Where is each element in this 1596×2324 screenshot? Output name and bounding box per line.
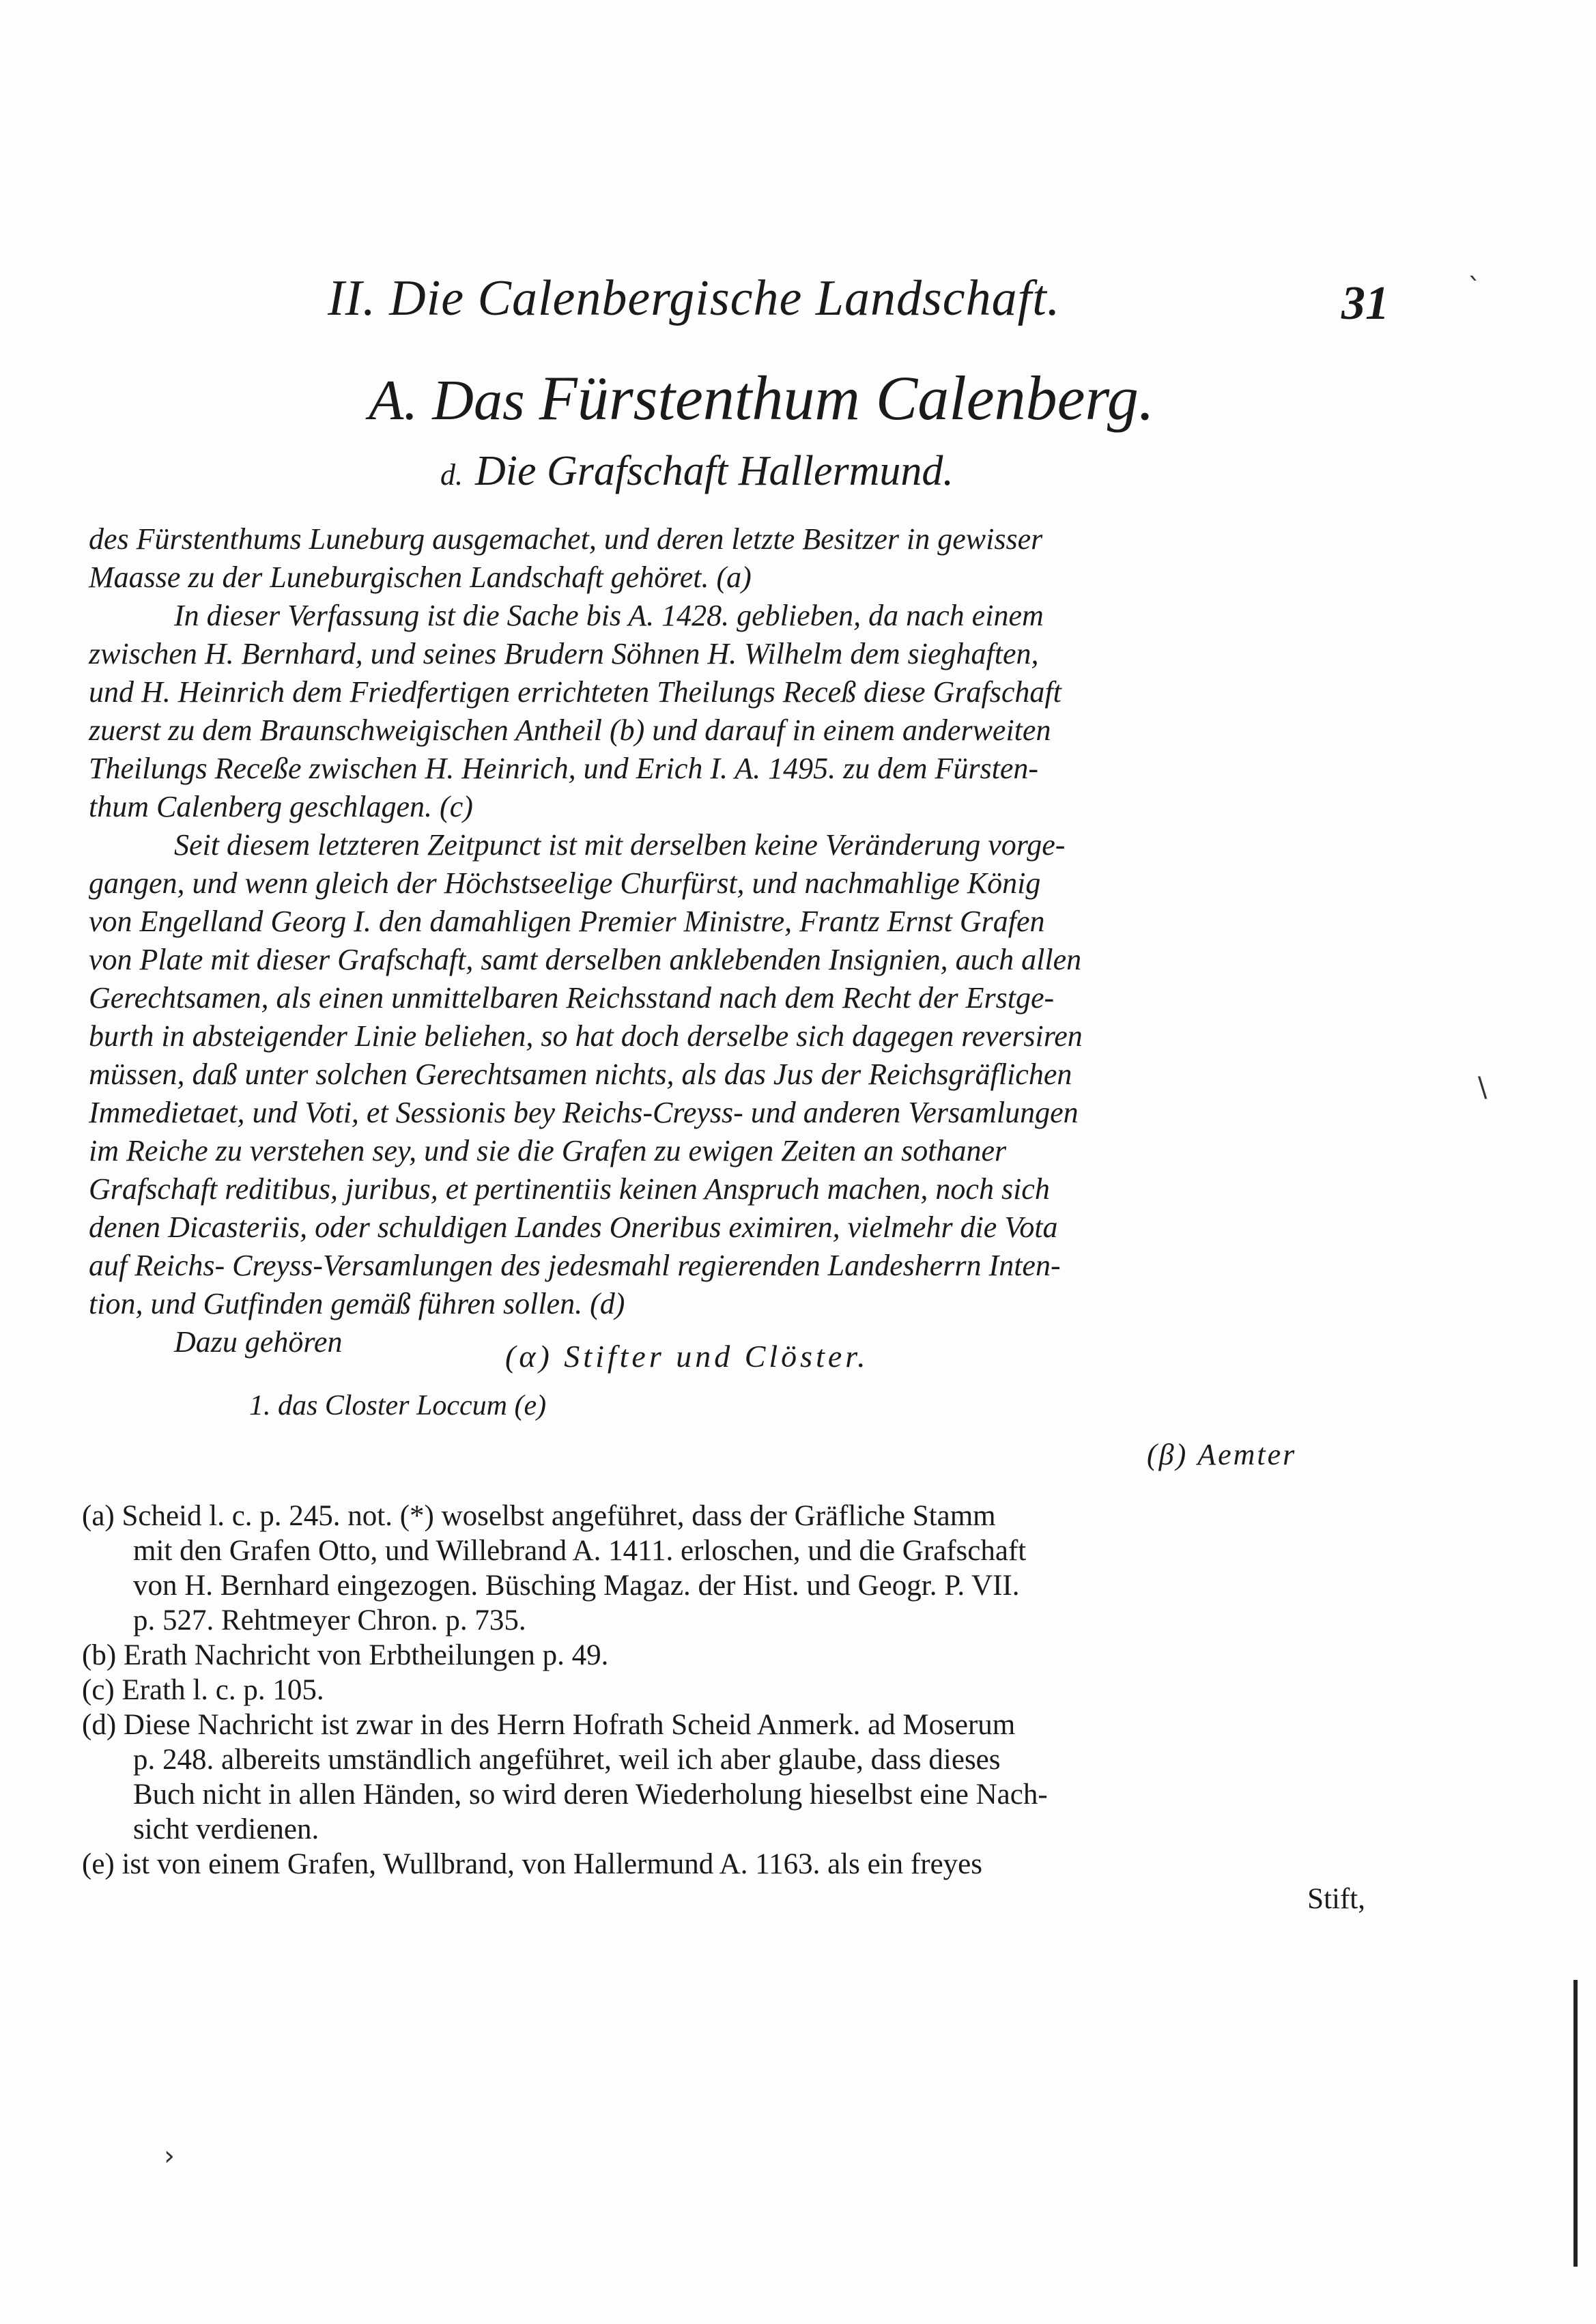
body-line: Maasse zu der Luneburgischen Landschaft gehöret. (a)	[89, 561, 752, 594]
footnote-line: (b) Erath Nachricht von Erbtheilungen p. 49.	[82, 1639, 609, 1671]
section-title	[369, 362, 1154, 434]
body-line: und H. Heinrich dem Friedfertigen errichteten Theilungs Receß diese Grafschaft	[89, 675, 1061, 709]
body-line: Immedietaet, und Voti, et Sessionis bey Reichs-Creyss- und anderen Versamlungen	[89, 1096, 1079, 1129]
body-line: von Engelland Georg I. den damahligen Premier Ministre, Frantz Ernst Grafen	[89, 905, 1045, 938]
footnotes	[82, 1499, 1379, 1916]
body-line: Theilungs Receße zwischen H. Heinrich, und Erich I. A. 1495. zu dem Fürsten-	[89, 752, 1039, 785]
footnote-line: (e) ist von einem Grafen, Wullbrand, von Hallermund A. 1163. als ein freyes	[82, 1848, 982, 1880]
running-head: II. Die Calenbergische Landschaft.	[328, 270, 1061, 326]
footnote-line: (d) Diese Nachricht ist zwar in des Herrn Hofrath Scheid Anmerk. ad Moserum	[82, 1709, 1016, 1741]
monastery-entry: 1. das Closter Loccum (e)	[249, 1390, 547, 1421]
footnote-a	[82, 1499, 1379, 1638]
body-line: Seit diesem letzteren Zeitpunct ist mit derselben keine Veränderung vorge-	[174, 828, 1066, 862]
footnote-b	[82, 1638, 1379, 1673]
body-line: denen Dicasteriis, oder schuldigen Landes Oneribus eximiren, vielmehr die Vota	[89, 1210, 1058, 1244]
body-line: müssen, daß unter solchen Gerechtsamen nichts, als das Jus der Reichsgräflichen	[89, 1058, 1072, 1091]
body-line: gangen, und wenn gleich der Höchstseelige Churfürst, und nachmahlige König	[89, 866, 1041, 900]
catchword: (β) Aemter	[1147, 1438, 1297, 1471]
body-line: zwischen H. Bernhard, und seines Brudern Söhnen H. Wilhelm dem sieghaften,	[89, 637, 1039, 670]
subsection-name: Die Grafschaft Hallermund.	[475, 448, 954, 494]
body-line: des Fürstenthums Luneburg ausgemachet, und deren letzte Besitzer in gewisser	[89, 522, 1043, 556]
stray-mark: `	[1468, 273, 1481, 304]
footnote-d	[82, 1707, 1379, 1847]
body-line: Gerechtsamen, als einen unmittelbaren Reichsstand nach dem Recht der Erstge-	[89, 981, 1055, 1015]
body-line: burth in absteigender Linie beliehen, so hat doch derselbe sich dagegen reversiren	[89, 1019, 1083, 1053]
footnote-line: mit den Grafen Otto, und Willebrand A. 1411. erloschen, und die Grafschaft	[133, 1535, 1027, 1567]
body-line: Dazu gehören	[174, 1325, 343, 1359]
footnote-e	[82, 1847, 1379, 1916]
subsection-title	[440, 447, 954, 496]
footnote-c	[82, 1673, 1379, 1707]
stifter-heading: (α) Stifter und Clöster.	[505, 1339, 869, 1374]
subsection-label: d.	[440, 458, 463, 492]
body-line: Grafschaft reditibus, juribus, et pertinentiis keinen Anspruch machen, noch sich	[89, 1172, 1050, 1206]
stray-mark: ›	[164, 2140, 175, 2172]
body-line: In dieser Verfassung ist die Sache bis A. 1428. geblieben, da nach einem	[174, 599, 1044, 632]
body-line: zuerst zu dem Braunschweigischen Antheil (b) und darauf in einem anderweiten	[89, 713, 1051, 747]
footnote-line: p. 527. Rehtmeyer Chron. p. 735.	[133, 1604, 526, 1636]
page-number: 31	[1341, 277, 1389, 330]
body-line: thum Calenberg geschlagen. (c)	[89, 790, 473, 823]
page-edge-shadow	[1573, 1980, 1578, 2267]
section-title-main: Fürstenthum Calenberg.	[539, 363, 1154, 433]
stray-mark: \	[1478, 1072, 1487, 1103]
body-line: im Reiche zu verstehen sey, und sie die Grafen zu ewigen Zeiten an sothaner	[89, 1134, 1007, 1167]
footnote-line: p. 248. albereits umständlich angeführet, weil ich aber glaube, dass dieses	[133, 1744, 1001, 1776]
footnote-line: (a) Scheid l. c. p. 245. not. (*) woselbst angeführet, dass der Gräfliche Stamm	[82, 1500, 996, 1532]
footnote-line: (c) Erath l. c. p. 105.	[82, 1674, 324, 1706]
footnote-line: sicht verdienen.	[133, 1813, 319, 1845]
body-text	[89, 520, 1379, 1361]
body-line: von Plate mit dieser Grafschaft, samt derselben anklebenden Insignien, auch allen	[89, 943, 1082, 976]
section-title-prefix: A. Das	[369, 369, 525, 432]
footnote-line: Buch nicht in allen Händen, so wird deren Wiederholung hieselbst eine Nach-	[133, 1779, 1048, 1811]
footnote-line: von H. Bernhard eingezogen. Büsching Magaz. der Hist. und Geogr. P. VII.	[133, 1570, 1020, 1602]
body-line: tion, und Gutfinden gemäß führen sollen. (d)	[89, 1287, 625, 1320]
body-line: auf Reichs- Creyss-Versamlungen des jedesmahl regierenden Landesherrn Inten-	[89, 1249, 1061, 1282]
footnote-line: Stift,	[1307, 1883, 1365, 1915]
